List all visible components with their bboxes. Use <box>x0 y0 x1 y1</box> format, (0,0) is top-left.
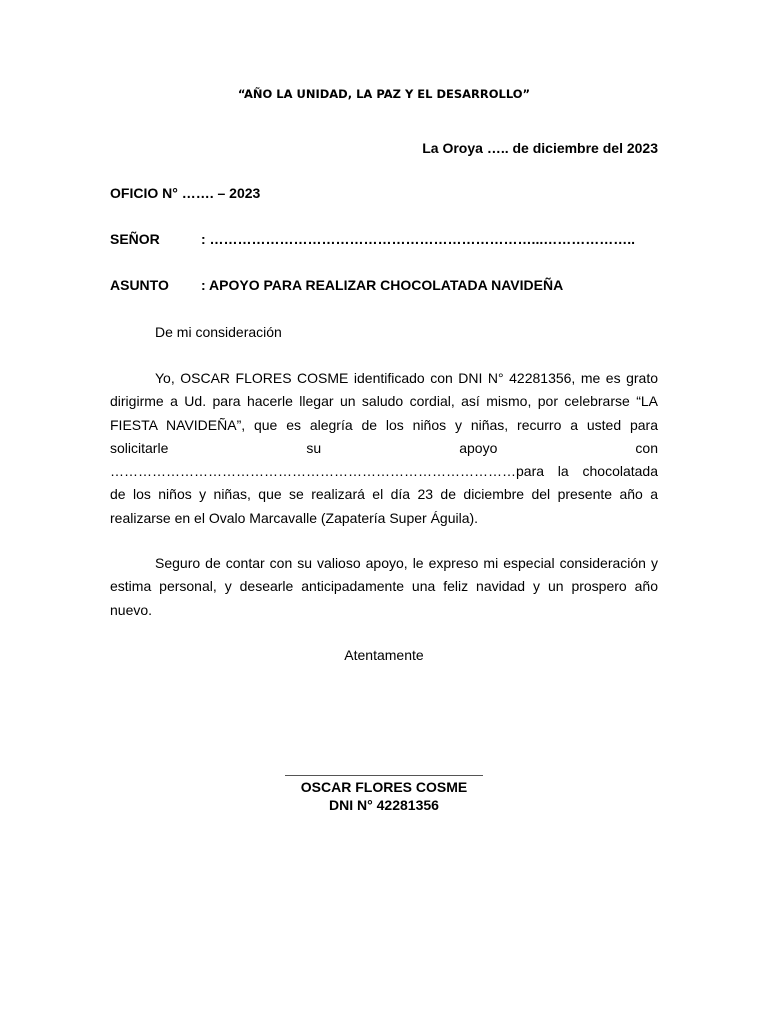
recipient-row <box>110 231 635 247</box>
closing: Atentamente <box>344 647 424 663</box>
signer-dni: DNI N° 42281356 <box>329 797 439 813</box>
paragraph-line: FIESTA NAVIDEÑA”, que es alegría de los niños y niñas, recurro a usted para <box>110 416 658 433</box>
paragraph-line: nuevo. <box>110 601 153 618</box>
subject-value: : APOYO PARA REALIZAR CHOCOLATADA NAVIDEÑA <box>201 277 564 293</box>
body-paragraph-2 <box>110 552 658 622</box>
paragraph-line: de los niños y niñas, que se realizará el día 23 de diciembre del presente año a <box>110 486 658 503</box>
paragraph-line: solicitarle su apoyo con <box>110 439 658 456</box>
salutation: De mi consideración <box>155 324 282 340</box>
paragraph-line: dirigirme a Ud. para hacerle llegar un saludo cordial, así mismo, por celebrarse “LA <box>110 393 658 410</box>
signature-line <box>285 775 483 776</box>
subject-label: ASUNTO <box>110 277 169 293</box>
body-paragraph-1 <box>110 367 658 530</box>
paragraph-line: Yo, OSCAR FLORES COSME identificado con DNI N° 42281356, me es grato <box>155 370 658 386</box>
signer-name: OSCAR FLORES COSME <box>300 779 468 795</box>
recipient-value: : ……………………………………………………………...……………….. <box>201 231 635 247</box>
subject-row <box>110 277 563 293</box>
paragraph-line: realizarse en el Ovalo Marcavalle (Zapatería Super Águila). <box>110 509 479 526</box>
recipient-label: SEÑOR <box>110 231 160 247</box>
paragraph-line: ……………………………………………………………………………para la chocolatada <box>110 463 658 480</box>
paragraph-line: Seguro de contar con su valioso apoyo, le expreso mi especial consideración y <box>155 555 658 571</box>
paragraph-line: estima personal, y desearle anticipadamente una feliz navidad y un prospero año <box>110 578 658 595</box>
year-motto: “AÑO LA UNIDAD, LA PAZ Y EL DESARROLLO” <box>237 87 531 101</box>
place-date: La Oroya ….. de diciembre del 2023 <box>422 140 658 156</box>
oficio-number: OFICIO N° ……. – 2023 <box>110 185 261 201</box>
